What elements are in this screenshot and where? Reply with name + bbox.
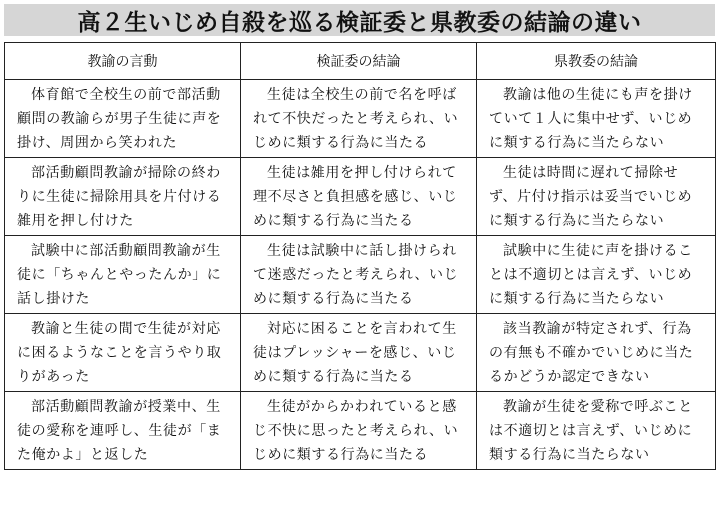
- header-board-conclusion: 県教委の結論: [477, 43, 716, 80]
- header-panel-conclusion: 検証委の結論: [241, 43, 477, 80]
- cell-board-conclusion: 生徒は時間に遅れて掃除せず、片付け指示は妥当でいじめに類する行為に当たらない: [477, 158, 716, 236]
- cell-teacher-conduct: 教諭と生徒の間で生徒が対応に困るようなことを言うやり取りがあった: [5, 314, 241, 392]
- table-row: [5, 158, 716, 236]
- table-row: [5, 236, 716, 314]
- cell-panel-conclusion: 生徒は試験中に話し掛けられて迷惑だったと考えられ、いじめに類する行為に当たる: [241, 236, 477, 314]
- cell-teacher-conduct: 試験中に部活動顧問教諭が生徒に「ちゃんとやったんか」に話し掛けた: [5, 236, 241, 314]
- cell-panel-conclusion: 対応に困ることを言われて生徒はプレッシャーを感じ、いじめに類する行為に当たる: [241, 314, 477, 392]
- table-row: [5, 80, 716, 158]
- cell-board-conclusion: 教諭が生徒を愛称で呼ぶことは不適切とは言えず、いじめに類する行為に当たらない: [477, 392, 716, 470]
- table-header: [5, 43, 716, 80]
- cell-teacher-conduct: 部活動顧問教諭が授業中、生徒の愛称を連呼し、生徒が「また俺かよ」と返した: [5, 392, 241, 470]
- table-body: [5, 80, 716, 470]
- table-row: [5, 314, 716, 392]
- comparison-document: [4, 4, 715, 520]
- header-row: [5, 43, 716, 80]
- comparison-table: [4, 42, 716, 470]
- cell-teacher-conduct: 部活動顧問教諭が掃除の終わりに生徒に掃除用具を片付ける雑用を押し付けた: [5, 158, 241, 236]
- cell-board-conclusion: 試験中に生徒に声を掛けることは不適切とは言えず、いじめに類する行為に当たらない: [477, 236, 716, 314]
- table-row: [5, 392, 716, 470]
- cell-teacher-conduct: 体育館で全校生の前で部活動顧問の教諭らが男子生徒に声を掛け、周囲から笑われた: [5, 80, 241, 158]
- cell-panel-conclusion: 生徒がからかわれていると感じ不快に思ったと考えられ、いじめに類する行為に当たる: [241, 392, 477, 470]
- cell-panel-conclusion: 生徒は全校生の前で名を呼ばれて不快だったと考えられ、いじめに類する行為に当たる: [241, 80, 477, 158]
- cell-board-conclusion: 該当教諭が特定されず、行為の有無も不確かでいじめに当たるかどうか認定できない: [477, 314, 716, 392]
- document-title: 高２生いじめ自殺を巡る検証委と県教委の結論の違い: [4, 4, 715, 36]
- header-teacher-conduct: 教諭の言動: [5, 43, 241, 80]
- cell-panel-conclusion: 生徒は雑用を押し付けられて理不尽さと負担感を感じ、いじめに類する行為に当たる: [241, 158, 477, 236]
- cell-board-conclusion: 教諭は他の生徒にも声を掛けていて１人に集中せず、いじめに類する行為に当たらない: [477, 80, 716, 158]
